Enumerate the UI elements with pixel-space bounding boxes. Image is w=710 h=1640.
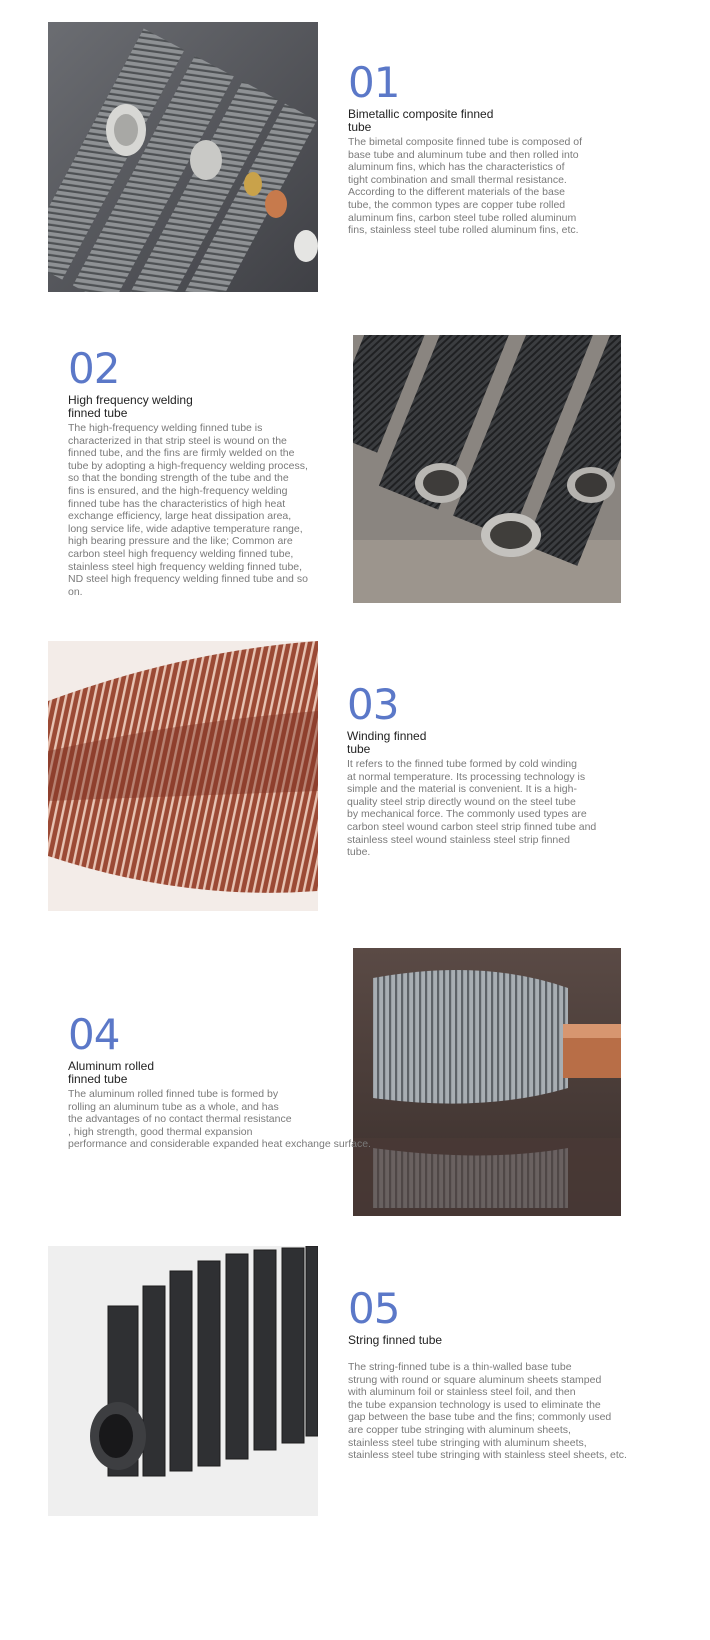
item-number: 05 [348,1284,400,1333]
item-description: The bimetal composite finned tube is composed of base tube and aluminum tube and then rolled into aluminum fins, which has the characteristics of tight combination and small thermal resistance. According to the different materials of the base tube, the common types are copper tube rolled aluminum fins, carbon steel tube rolled aluminum fins, stainless steel tube rolled aluminum fins, etc. [348,136,583,237]
item-number: 02 [68,344,120,393]
photo-winding-finned-tube [48,641,318,911]
item-number: 01 [348,58,400,107]
item-description: It refers to the finned tube formed by cold winding at normal temperature. Its processing technology is simple and the material is convenient. It is a high- quality steel strip directly wound on the steel tube by mechanical force. The commonly used types are carbon steel wound carbon steel strip finned tube and stainless steel wound stainless steel strip finned tube. [347,758,597,859]
item-title: High frequency welding finned tube [68,393,193,420]
photo-high-frequency-welded-tubes [353,335,621,603]
item-number: 03 [347,680,399,729]
item-03 [347,680,637,859]
photo-string-finned-tube [48,1246,318,1516]
item-description: The high-frequency welding finned tube is characterized in that strip steel is wound on the finned tube, and the fins are firmly welded on the tube by adopting a high-frequency welding process, so that the bonding strength of the tube and the fins is ensured, and the high-frequency welding finned tube has the characteristics of high heat exchange efficiency, large heat dissipation area, long service life, wide adaptive temperature range, high bearing pressure and the like; Common are carbon steel high frequency welding finned tube, stainless steel high frequency welding finned tube, ND steel high frequency welding finned tube and so on. [68,422,308,598]
item-title: Aluminum rolled finned tube [68,1059,155,1086]
item-number: 04 [68,1010,120,1059]
item-title: String finned tube [348,1333,443,1347]
item-description: The aluminum rolled finned tube is formed by rolling an aluminum tube as a whole, and has the advantages of no contact thermal resistance , high strength, good thermal expansion performance and considerable expanded heat exchange surface. [68,1088,371,1151]
item-02 [68,344,348,598]
item-title: Bimetallic composite finned tube [348,107,494,134]
item-title: Winding finned tube [347,729,427,756]
item-01 [348,58,638,237]
photo-bimetallic-finned-tubes [48,22,318,292]
item-05 [348,1284,648,1462]
item-description: The string-finned tube is a thin-walled base tube strung with round or square aluminum sheets stamped with aluminum foil or stainless steel foil, and then the tube expansion technology is used to eliminate the gap between the base tube and the fins; commonly used are copper tube stringing with aluminum sheets, stainless steel tube stringing with aluminum sheets, stainless steel tube stringing with stainless steel sheets, etc. [348,1361,627,1462]
item-04 [68,1010,408,1151]
